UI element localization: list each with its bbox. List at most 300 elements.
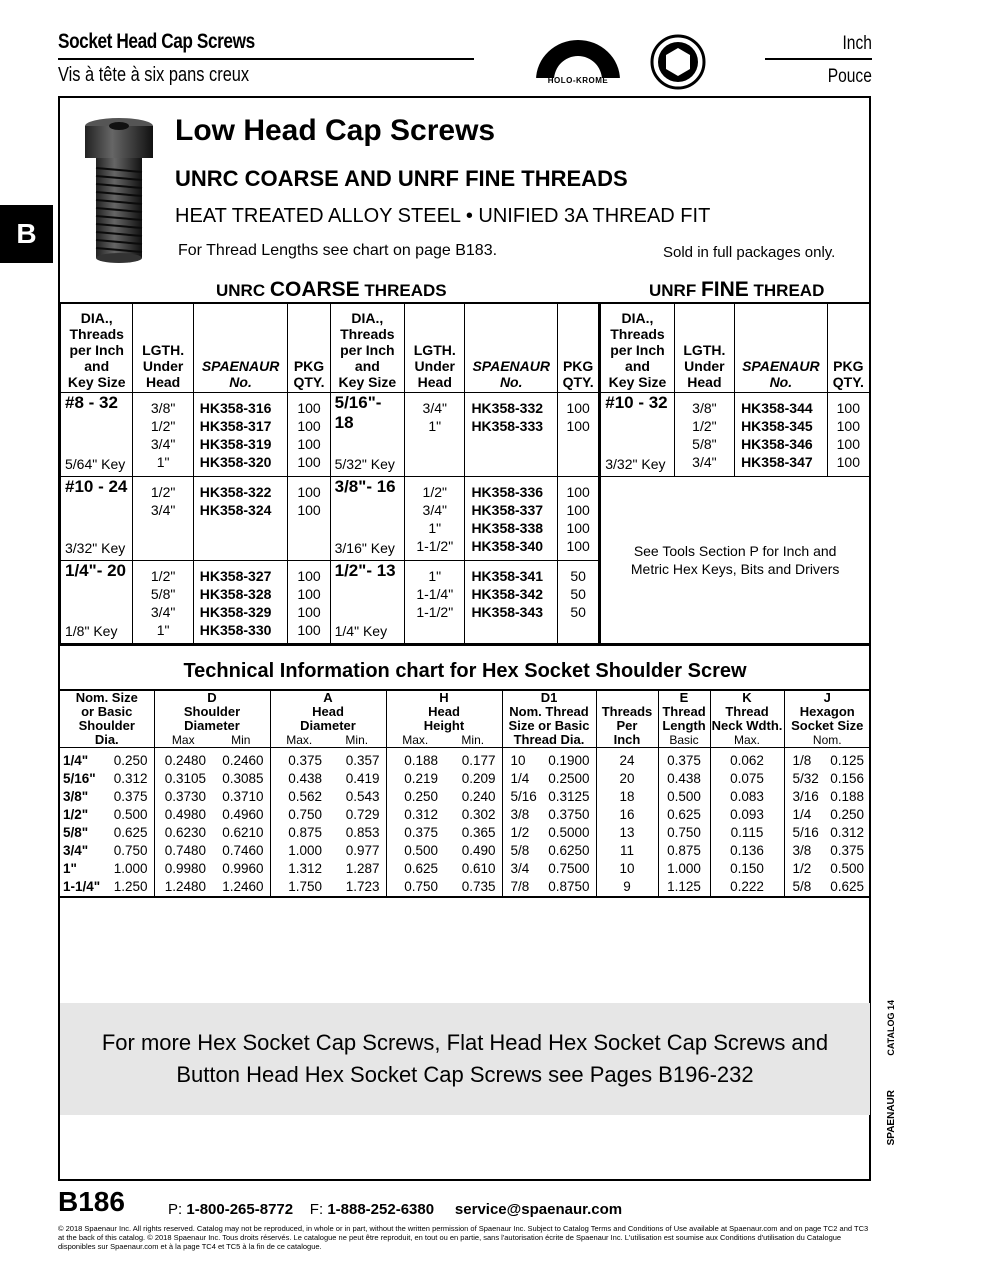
tech-cell: 13: [596, 824, 658, 842]
qty-value-item: 50: [570, 568, 586, 584]
part-number-item: HK358-333: [471, 418, 544, 434]
part-number: [471, 567, 557, 621]
length-value-item: 3/8": [150, 400, 176, 416]
tech-cell: 0.188: [404, 753, 438, 768]
tech-cell: 1.250: [110, 878, 154, 897]
sub-basic: Basic: [658, 733, 710, 748]
qty-value: [828, 399, 869, 471]
length-cell: [674, 393, 734, 477]
tech-cell: 0.438: [288, 771, 322, 786]
tech-cell: 0.3125: [542, 788, 596, 806]
header-dia-line: DIA.,: [351, 310, 384, 326]
qty-value-item: 100: [297, 568, 321, 584]
length-value: [133, 483, 192, 519]
part-number-item: HK358-341: [471, 568, 544, 584]
size-label: #10 - 24: [65, 477, 128, 496]
part-number-item: HK358-343: [471, 604, 544, 620]
part-cell: [465, 561, 558, 645]
header-nom-size-line: Shoulder: [78, 718, 135, 733]
header-dia-line: DIA.,: [621, 310, 654, 326]
tech-row: [60, 842, 870, 860]
header-length: [133, 303, 193, 393]
tech-cell: 0.6250: [542, 842, 596, 860]
part-cell: [465, 477, 558, 561]
length-value-item: 3/8": [692, 400, 717, 416]
hex-socket-icon: [650, 34, 706, 90]
header-thread-length-line: Thread: [662, 704, 706, 719]
header-threads-per-inch-line: Per: [616, 718, 638, 733]
header-thread-size: [502, 690, 596, 748]
key-size: 1/8" Key: [65, 623, 118, 639]
qty-value: [558, 483, 598, 555]
tech-cell: 1.750: [288, 879, 322, 894]
header-socket-size-line: Socket Size: [791, 718, 864, 733]
size-label: 3/8"- 16: [334, 477, 396, 496]
tech-cell: 0.312: [404, 807, 438, 822]
size-cell: [61, 561, 133, 645]
length-value-item: 5/8": [150, 586, 176, 602]
tech-row: [60, 770, 870, 788]
tech-cell: 0.3710: [212, 788, 270, 806]
more-info-line-2: Button Head Hex Socket Cap Screws see Pages B196-232: [176, 1062, 754, 1087]
qty-value-item: 100: [297, 586, 321, 602]
tech-cell: 0.093: [710, 806, 784, 824]
tech-cell: 0.7500: [542, 860, 596, 878]
length-value: [133, 567, 192, 639]
tech-cell: 0.419: [328, 770, 386, 788]
header-pkg-line: QTY.: [832, 374, 864, 390]
catalog-side-label: CATALOG 14: [886, 1000, 896, 1056]
header-length-line: Under: [414, 358, 455, 374]
header-thread-size-line: Size or Basic: [508, 718, 590, 733]
table1-header-row: [61, 303, 870, 393]
tech-cell: 0.222: [710, 878, 784, 897]
header-thread-size-line: D1: [540, 690, 558, 705]
qty-value: [558, 399, 598, 435]
size-label: 1/4"- 20: [65, 561, 126, 580]
length-value: [675, 399, 734, 471]
tech-cell: 0.250: [404, 789, 438, 804]
header-spaenaur-line: No.: [499, 374, 523, 390]
coarse-fine-table: [60, 302, 870, 646]
length-value-item: 3/4": [150, 502, 176, 518]
header-nom-size-line: Nom. Size: [75, 690, 138, 705]
tech-title: Technical Information chart for Hex Socket Shoulder Screw: [183, 660, 747, 682]
tech-cell: 5/8: [792, 879, 812, 894]
tech-subheader-row: [60, 733, 870, 748]
tech-header-row: [60, 690, 870, 733]
tech-cell: 1.125: [658, 878, 710, 897]
header-length: [674, 303, 734, 393]
length-cell: [133, 477, 193, 561]
tech-cell: 0.312: [110, 770, 154, 788]
tech-cell: 1.000: [658, 860, 710, 878]
tech-cell: 1.2480: [164, 879, 206, 894]
part-number-item: HK358-342: [471, 586, 544, 602]
tech-cell: 1.723: [328, 878, 386, 897]
fine-heading-big: FINE: [700, 278, 749, 301]
qty-cell: [288, 393, 330, 477]
header-shoulder-diameter-line: D: [207, 690, 217, 705]
fax-label: F:: [309, 1201, 324, 1218]
sub-max: Max: [154, 733, 212, 748]
key-size: 1/4" Key: [334, 623, 388, 639]
qty-cell: [827, 393, 869, 477]
qty-value-item: 100: [297, 604, 321, 620]
product-title: Low Head Cap Screws: [175, 114, 496, 147]
spaenaur-side-logo: SPAENAUR: [886, 1090, 897, 1146]
header-spaenaur-line: No.: [229, 374, 252, 390]
length-value: [405, 483, 464, 555]
tech-cell: 0.9960: [212, 860, 270, 878]
header-dia-line: Threads: [340, 326, 395, 342]
coarse-heading-post: THREADS: [359, 281, 447, 300]
header-dia-line: and: [354, 358, 380, 374]
tech-cell: 0.625: [658, 806, 710, 824]
tech-cell: 0.4980: [164, 807, 206, 822]
tech-cell: 5/16: [792, 825, 819, 840]
length-value-item: 1/2": [150, 418, 176, 434]
qty-cell: [558, 561, 600, 645]
fine-heading: [649, 278, 824, 302]
header-dia-line: Key Size: [338, 374, 397, 390]
qty-value-item: 100: [297, 400, 321, 416]
qty-value-item: 100: [566, 418, 590, 434]
length-value-item: 1-1/2": [416, 538, 454, 554]
tech-cell: 0.2460: [212, 748, 270, 771]
key-size: 3/32" Key: [65, 540, 126, 556]
part-number-item: HK358-344: [741, 400, 813, 416]
qty-value-item: 100: [566, 502, 590, 518]
tech-cell: 10: [510, 753, 526, 768]
qty-value-item: 100: [836, 454, 860, 470]
part-number-item: HK358-322: [199, 484, 272, 500]
header-length-line: LGTH.: [413, 342, 456, 358]
table1-row: [61, 477, 870, 561]
tech-cell: 0.3730: [164, 789, 206, 804]
part-cell: [193, 393, 288, 477]
tech-cell: 0.750: [288, 807, 322, 822]
header-spaenaur-line: No.: [769, 374, 793, 390]
tech-cell: 1/2": [63, 807, 89, 822]
part-number-item: HK358-317: [199, 418, 272, 434]
tech-row: [60, 806, 870, 824]
key-size: 3/32" Key: [605, 456, 666, 472]
qty-value-item: 100: [836, 436, 860, 452]
tech-cell: 18: [596, 788, 658, 806]
qty-cell: [558, 477, 600, 561]
header-threads-per-inch: [596, 690, 658, 748]
header-nom-size-line: Dia.: [94, 732, 119, 747]
size-cell: [330, 393, 404, 477]
header-spaenaur-line: SPAENAUR: [472, 358, 550, 374]
tech-cell: 1.2460: [212, 878, 270, 897]
qty-cell: [288, 561, 330, 645]
header-thread-size-line: Nom. Thread: [509, 704, 589, 719]
qty-value: [288, 567, 329, 639]
qty-value-item: 50: [570, 604, 586, 620]
brand-text: HOLO-KROME: [547, 76, 609, 85]
tech-cell: 0.375: [110, 788, 154, 806]
tech-cell: 0.500: [110, 806, 154, 824]
tech-cell: 0.3105: [164, 771, 206, 786]
header-head-height-line: H: [439, 690, 449, 705]
tech-cell: 1.312: [288, 861, 322, 876]
part-cell: [193, 477, 288, 561]
length-cell: [133, 393, 193, 477]
length-value-item: 1/2": [692, 418, 717, 434]
header-head-diameter-line: A: [323, 690, 333, 705]
qty-value: [558, 567, 598, 621]
qty-value-item: 100: [297, 436, 321, 452]
more-info-line-1: For more Hex Socket Cap Screws, Flat Head Hex Socket Cap Screws and: [101, 1030, 829, 1055]
tech-cell: 0.075: [710, 770, 784, 788]
header-head-diameter-line: Diameter: [300, 718, 356, 733]
part-number-item: HK358-346: [741, 436, 813, 452]
header-shoulder-diameter-line: Diameter: [184, 718, 240, 733]
part-number-item: HK358-337: [471, 502, 544, 518]
tech-cell: 20: [596, 770, 658, 788]
header-pkg-line: QTY.: [562, 374, 594, 390]
tech-cell: 0.490: [444, 842, 502, 860]
part-number-item: HK358-332: [471, 400, 544, 416]
tech-cell: 0.750: [404, 879, 438, 894]
header-dia: [61, 303, 133, 393]
tech-row: [60, 860, 870, 878]
header-nom-size-line: or Basic: [81, 704, 133, 719]
tech-cell: 1/4: [792, 807, 812, 822]
qty-value-item: 50: [570, 586, 586, 602]
product-threads: UNRC COARSE AND UNRF FINE THREADS: [175, 166, 628, 191]
tech-cell: 1/2: [510, 825, 530, 840]
tech-cell: 0.2500: [542, 770, 596, 788]
tech-cell: 0.500: [404, 843, 438, 858]
tech-cell: 0.156: [830, 771, 864, 786]
part-number: [471, 399, 557, 435]
part-number-item: HK358-338: [471, 520, 544, 536]
tech-row: [60, 878, 870, 897]
tech-row: [60, 748, 870, 771]
tech-cell: 0.375: [658, 748, 710, 771]
length-value-item: 1/2": [422, 484, 447, 500]
part-number-item: HK358-324: [199, 502, 272, 518]
tech-cell: 0.312: [830, 825, 864, 840]
sub-max: Max.: [710, 733, 784, 748]
header-dia-line: DIA.,: [80, 310, 113, 326]
size-cell: [330, 561, 404, 645]
tech-cell: 3/8: [510, 807, 530, 822]
tech-cell: 1.287: [328, 860, 386, 878]
qty-value: [288, 483, 329, 519]
tech-cell: 3/16: [792, 789, 819, 804]
header-head-height: [386, 690, 502, 733]
part-number: [741, 399, 827, 471]
tech-row: [60, 824, 870, 842]
tech-cell: 0.562: [288, 789, 322, 804]
header-socket-size-line: Hexagon: [799, 704, 855, 719]
tech-cell: 0.735: [444, 878, 502, 897]
qty-value-item: 100: [836, 418, 860, 434]
tech-cell: 0.750: [658, 824, 710, 842]
tech-cell: 5/32: [792, 771, 819, 786]
fine-heading-pre: UNRF: [649, 281, 701, 300]
length-value-item: 1-1/4": [416, 586, 454, 602]
tech-cell: 0.365: [444, 824, 502, 842]
part-number: [200, 483, 288, 519]
tech-cell: 1": [63, 861, 77, 876]
tech-cell: 0.2480: [164, 753, 206, 768]
tech-cell: 0.083: [710, 788, 784, 806]
tech-cell: 0.9980: [164, 861, 206, 876]
phone-number[interactable]: 1-800-265-8772: [186, 1201, 294, 1218]
tech-cell: 3/4: [510, 861, 530, 876]
size-cell: [330, 477, 404, 561]
header-spaenaur: [193, 303, 288, 393]
length-cell: [405, 393, 465, 477]
header-pkg-line: PKG: [293, 358, 325, 374]
part-number: [200, 399, 288, 471]
tech-cell: 0.062: [710, 748, 784, 771]
part-number-item: HK358-319: [199, 436, 272, 452]
header-pkg-line: QTY.: [293, 374, 325, 390]
header-dia-line: per Inch: [610, 342, 665, 358]
tech-cell: 0.750: [110, 842, 154, 860]
tech-cell: 0.543: [328, 788, 386, 806]
tools-note-cell: [600, 477, 870, 645]
unit-french: Pouce: [827, 66, 872, 87]
header-pkg: [288, 303, 330, 393]
tech-cell: 0.5000: [542, 824, 596, 842]
header-thread-length-line: E: [679, 690, 689, 705]
fax-number: 1-888-252-6380: [327, 1201, 435, 1218]
header-length-line: Head: [146, 374, 181, 390]
tech-cell: 0.188: [830, 789, 864, 804]
length-cell: [405, 477, 465, 561]
tech-cell: 0.625: [110, 824, 154, 842]
table1-row: [61, 393, 870, 477]
email-link[interactable]: service@spaenaur.com: [454, 1201, 623, 1218]
key-size: 5/64" Key: [65, 456, 126, 472]
tech-table: [60, 689, 870, 898]
length-value-item: 1": [428, 520, 442, 536]
tech-cell: 0.357: [328, 748, 386, 771]
length-value-item: 3/4": [692, 454, 717, 470]
part-number: [471, 483, 557, 555]
unit-english: Inch: [842, 33, 872, 54]
page-number: B186: [58, 1186, 125, 1217]
tech-cell: 0.136: [710, 842, 784, 860]
coarse-heading: [216, 278, 447, 302]
length-value-item: 3/4": [150, 436, 176, 452]
header-dia-line: Threads: [69, 326, 124, 342]
tech-cell: 0.875: [288, 825, 322, 840]
header-thread-length: [658, 690, 710, 733]
part-number-item: HK358-336: [471, 484, 544, 500]
header-spaenaur-line: SPAENAUR: [201, 358, 280, 374]
tech-cell: 0.250: [830, 807, 864, 822]
fine-heading-post: THREAD: [748, 281, 825, 300]
tech-cell: 0.625: [404, 861, 438, 876]
header-shoulder-diameter: [154, 690, 270, 733]
header-neck-width-line: K: [742, 690, 752, 705]
tech-cell: 0.729: [328, 806, 386, 824]
tech-cell: 0.977: [328, 842, 386, 860]
coarse-heading-big: COARSE: [269, 278, 360, 301]
section-tab-b: B: [0, 205, 53, 263]
header-title: Socket Head Cap Screws: [58, 30, 255, 53]
header-neck-width-line: Thread: [725, 704, 769, 719]
header-length-line: Under: [142, 358, 184, 374]
part-cell: [735, 393, 828, 477]
part-number-item: HK358-329: [199, 604, 272, 620]
tech-cell: 7/8: [510, 879, 530, 894]
length-value-item: 1": [428, 568, 442, 584]
tech-cell: 1/4": [63, 753, 89, 768]
screw-image: [80, 116, 158, 264]
size-label: #8 - 32: [65, 393, 118, 412]
qty-value-item: 100: [297, 454, 321, 470]
tech-cell: 0.115: [710, 824, 784, 842]
length-value-item: 1": [156, 622, 170, 638]
part-number-item: HK358-327: [199, 568, 272, 584]
length-cell: [133, 561, 193, 645]
size-label: 1/2"- 13: [334, 561, 396, 580]
qty-value-item: 100: [566, 400, 590, 416]
header-rule-right: [765, 58, 872, 60]
more-info-text: [60, 1027, 870, 1091]
header-head-height-line: Height: [423, 718, 465, 733]
tech-cell: 24: [596, 748, 658, 771]
tech-cell: 0.240: [444, 788, 502, 806]
qty-value: [288, 399, 329, 471]
length-value-item: 1-1/2": [416, 604, 454, 620]
length-value-item: 1": [428, 418, 442, 434]
header-head-diameter: [270, 690, 386, 733]
tech-cell: 10: [596, 860, 658, 878]
length-cell: [405, 561, 465, 645]
qty-value-item: 100: [297, 502, 321, 518]
length-value-item: 1": [156, 454, 170, 470]
header-thread-size-line: Thread Dia.: [513, 732, 585, 747]
part-number-item: HK358-328: [199, 586, 272, 602]
header-length-line: Under: [684, 358, 725, 374]
part-number-item: HK358-340: [471, 538, 544, 554]
tech-cell: 5/8: [510, 843, 530, 858]
part-cell: [193, 561, 288, 645]
tech-cell: 0.7460: [212, 842, 270, 860]
header-neck-width-line: Neck Wdth.: [711, 718, 783, 733]
qty-value-item: 100: [566, 538, 590, 554]
length-value: [405, 399, 464, 435]
header-dia-line: Key Size: [67, 374, 126, 390]
header-spaenaur-line: SPAENAUR: [742, 358, 820, 374]
header-dia-line: per Inch: [69, 342, 124, 358]
size-cell: [600, 393, 674, 477]
header-head-height-line: Head: [428, 704, 460, 719]
size-cell: [61, 393, 133, 477]
tech-cell: 11: [596, 842, 658, 860]
tools-note-line: Metric Hex Keys, Bits and Drivers: [630, 561, 840, 577]
tech-cell: 5/16": [63, 771, 96, 786]
tech-cell: 1-1/4": [63, 879, 101, 894]
tech-cell: 0.1900: [542, 748, 596, 771]
header-socket-size-line: J: [823, 690, 831, 705]
tech-cell: 0.7480: [164, 843, 206, 858]
tech-cell: 1/2: [792, 861, 812, 876]
tech-cell: 0.6230: [164, 825, 206, 840]
header-dia: [330, 303, 404, 393]
header-length-line: LGTH.: [683, 342, 726, 358]
